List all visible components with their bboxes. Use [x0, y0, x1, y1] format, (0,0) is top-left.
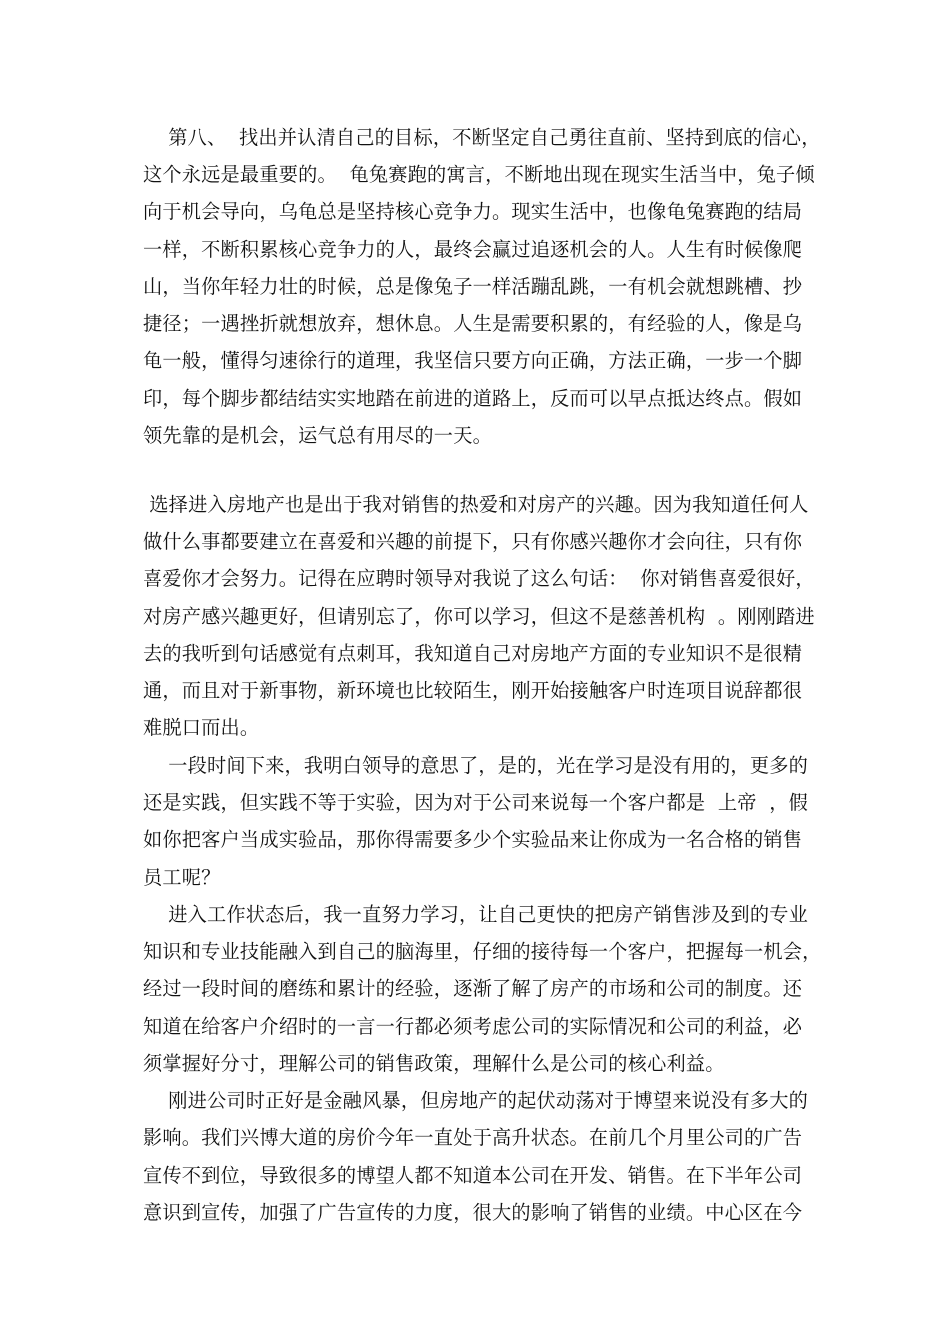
paragraph-3-line-4: 员工呢？: [143, 866, 221, 889]
paragraph-1-line-8: 印，每个脚步都结结实实地踏在前进的道路上，反而可以早点抵达终点。假如: [143, 387, 803, 410]
paragraph-1-line-1: 第八、 找出并认清自己的目标，不断坚定自己勇往直前、坚持到底的信心，: [143, 126, 821, 149]
paragraph-1-line-4: 一样，不断积累核心竞争力的人，最终会赢过追逐机会的人。人生有时候像爬: [143, 238, 803, 261]
paragraph-3-line-2: 还是实践，但实践不等于实验，因为对于公司来说每一个客户都是 上帝 ，假: [143, 791, 808, 814]
paragraph-1-line-9: 领先靠的是机会，运气总有用尽的一天。: [143, 424, 492, 447]
paragraph-5-line-3: 宣传不到位，导致很多的博望人都不知道本公司在开发、销售。在下半年公司: [143, 1164, 803, 1187]
paragraph-5-line-4: 意识到宣传，加强了广告宣传的力度，很大的影响了销售的业绩。中心区在今: [143, 1201, 803, 1224]
paragraph-2-line-2: 做什么事都要建立在喜爱和兴趣的前提下，只有你感兴趣你才会向往，只有你: [143, 530, 803, 553]
paragraph-1-line-3: 向于机会导向，乌龟总是坚持核心竞争力。现实生活中，也像龟兔赛跑的结局: [143, 200, 803, 223]
paragraph-1-line-2: 这个永远是最重要的。 龟兔赛跑的寓言，不断地出现在现实生活当中，兔子倾: [143, 163, 815, 186]
paragraph-1-line-5: 山，当你年轻力壮的时候，总是像兔子一样活蹦乱跳，一有机会就想跳槽、抄: [143, 275, 803, 298]
paragraph-4-line-4: 知道在给客户介绍时的一言一行都必须考虑公司的实际情况和公司的利益，必: [143, 1015, 803, 1038]
paragraph-1-line-7: 龟一般，懂得匀速徐行的道理，我坚信只要方向正确，方法正确，一步一个脚: [143, 349, 803, 372]
paragraph-4-line-1: 进入工作状态后，我一直努力学习，让自己更快的把房产销售涉及到的专业: [143, 903, 808, 926]
paragraph-2-line-1: 选择进入房地产也是出于我对销售的热爱和对房产的兴趣。因为我知道任何人: [143, 493, 809, 516]
paragraph-4-line-5: 须掌握好分寸，理解公司的销售政策，理解什么是公司的核心利益。: [143, 1052, 725, 1075]
paragraph-2-line-3: 喜爱你才会努力。记得在应聘时领导对我说了这么句话： 你对销售喜爱很好，: [143, 567, 815, 590]
paragraph-5-line-1: 刚进公司时正好是金融风暴，但房地产的起伏动荡对于博望来说没有多大的: [143, 1089, 808, 1112]
paragraph-2-line-5: 去的我听到句话感觉有点刺耳，我知道自己对房地产方面的专业知识不是很精: [143, 642, 803, 665]
paragraph-4-line-2: 知识和专业技能融入到自己的脑海里，仔细的接待每一个客户，把握每一机会，: [143, 940, 822, 963]
paragraph-1-line-6: 捷径；一遇挫折就想放弃，想休息。人生是需要积累的，有经验的人，像是乌: [143, 312, 803, 335]
paragraph-4-line-3: 经过一段时间的磨练和累计的经验，逐渐了解了房产的市场和公司的制度。还: [143, 977, 803, 1000]
paragraph-2-line-6: 通，而且对于新事物，新环境也比较陌生，刚开始接触客户时连项目说辞都很: [143, 679, 803, 702]
paragraph-2-line-4: 对房产感兴趣更好，但请别忘了，你可以学习，但这不是慈善机构 。刚刚踏进: [143, 605, 815, 628]
paragraph-3-line-1: 一段时间下来，我明白领导的意思了，是的，光在学习是没有用的，更多的: [143, 754, 808, 777]
paragraph-5-line-2: 影响。我们兴博大道的房价今年一直处于高升状态。在前几个月里公司的广告: [143, 1126, 803, 1149]
paragraph-3-line-3: 如你把客户当成实验品，那你得需要多少个实验品来让你成为一名合格的销售: [143, 828, 803, 851]
paragraph-2-line-7: 难脱口而出。: [143, 716, 260, 739]
